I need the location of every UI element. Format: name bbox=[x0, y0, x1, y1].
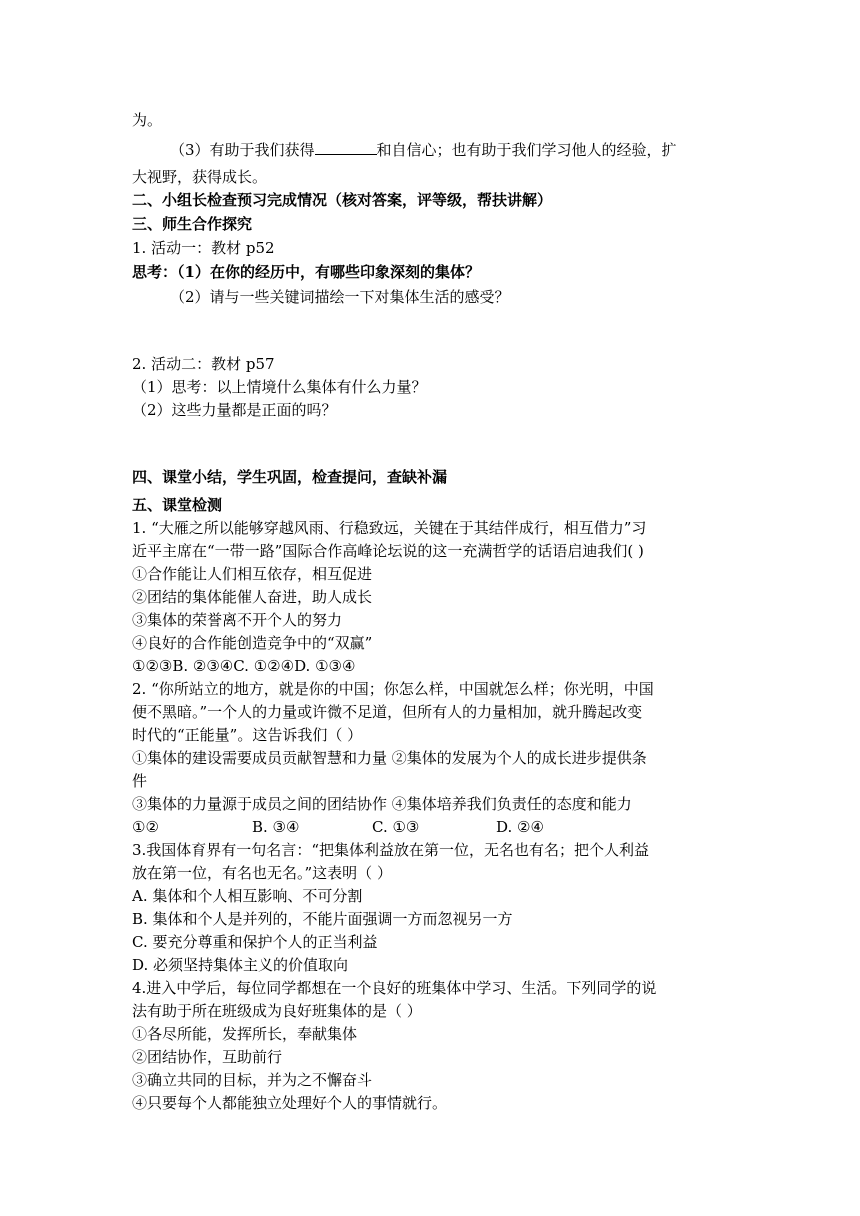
section-heading: 五、课堂检测 bbox=[132, 496, 223, 514]
option-line: ①各尽所能，发挥所长，奉献集体 bbox=[132, 1025, 358, 1043]
text-span: 和自信心；也有助于我们学习他人的经验，扩 bbox=[376, 141, 677, 159]
question-text: 4.进入中学后，每位同学都想在一个良好的班集体中学习、生活。下列同学的说 bbox=[132, 979, 657, 997]
choice-a: ①② bbox=[132, 818, 159, 836]
option-line: ②团结协作，互助前行 bbox=[132, 1048, 283, 1066]
option-line: C. 要充分尊重和保护个人的正当利益 bbox=[132, 933, 378, 951]
question-text: 3.我国体育界有一句名言：“把集体利益放在第一位，无名也有名；把个人利益 bbox=[132, 841, 649, 859]
question-text: 放在第一位，有名也无名。”这表明（ ） bbox=[132, 864, 392, 882]
option-line: ①集体的建设需要成员贡献智慧和力量 ②集体的发展为个人的成长进步提供条 bbox=[132, 749, 647, 767]
question-text: 近平主席在“一带一路”国际合作高峰论坛说的这一充满哲学的话语启迪我们( ) bbox=[132, 542, 644, 560]
question-text: 1. “大雁之所以能够穿越风雨、行稳致远，关键在于其结伴成行，相互借力”习 bbox=[132, 519, 647, 537]
option-line: ③集体的力量源于成员之间的团结协作 ④集体培养我们负责任的态度和能力 bbox=[132, 795, 632, 813]
section-heading: 三、师生合作探究 bbox=[132, 215, 253, 233]
option-line: ④良好的合作能创造竞争中的“双赢” bbox=[132, 634, 373, 652]
choice-c: C. ①③ bbox=[372, 818, 420, 836]
question-line: 思考：（1）在你的经历中，有哪些印象深刻的集体？ bbox=[132, 263, 480, 281]
choice-line: ①②③B. ②③④C. ①②④D. ①③④ bbox=[132, 657, 356, 675]
option-line: B. 集体和个人是并列的，不能片面强调一方而忽视另一方 bbox=[132, 910, 513, 928]
choice-b: B. ③④ bbox=[252, 818, 300, 836]
activity-title: 1. 活动一：教材 p52 bbox=[132, 239, 275, 257]
option-line: ③确立共同的目标，并为之不懈奋斗 bbox=[132, 1071, 373, 1089]
activity-title: 2. 活动二：教材 p57 bbox=[132, 355, 275, 373]
question-text: 便不黑暗。”一个人的力量或许微不足道，但所有人的力量相加，就升腾起改变 bbox=[132, 703, 643, 721]
question-line: （2）请与一些关键词描绘一下对集体生活的感受？ bbox=[170, 288, 510, 306]
text-line: 大视野，获得成长。 bbox=[132, 168, 268, 186]
option-line: ④只要每个人都能独立处理好个人的事情就行。 bbox=[132, 1094, 448, 1112]
option-line: A. 集体和个人相互影响、不可分割 bbox=[132, 887, 363, 905]
choice-d: D. ②④ bbox=[496, 818, 544, 836]
option-line: ①合作能让人们相互依存，相互促进 bbox=[132, 565, 373, 583]
section-heading: 二、小组长检查预习完成情况（核对答案，评等级，帮扶讲解） bbox=[132, 191, 553, 209]
question-text: 法有助于所在班级成为良好班集体的是（ ） bbox=[132, 1002, 422, 1020]
option-line: ③集体的荣誉离不开个人的努力 bbox=[132, 611, 343, 629]
text-line bbox=[170, 139, 677, 161]
option-line: D. 必须坚持集体主义的价值取向 bbox=[132, 956, 349, 974]
option-line: ②团结的集体能催人奋进，助人成长 bbox=[132, 588, 373, 606]
section-heading: 四、课堂小结，学生巩固，检查提问，查缺补漏 bbox=[132, 468, 448, 486]
option-line: 件 bbox=[132, 772, 148, 790]
text-span: （3）有助于我们获得 bbox=[170, 141, 315, 159]
fill-blank bbox=[315, 140, 377, 155]
question-line: （2）这些力量都是正面的吗？ bbox=[132, 401, 337, 419]
text-line: 为。 bbox=[132, 111, 163, 129]
question-text: 2. “你所站立的地方，就是你的中国；你怎么样，中国就怎么样；你光明，中国 bbox=[132, 680, 654, 698]
question-line: （1）思考：以上情境什么集体有什么力量？ bbox=[132, 378, 427, 396]
question-text: 时代的“正能量”。这告诉我们（ ） bbox=[132, 726, 363, 744]
